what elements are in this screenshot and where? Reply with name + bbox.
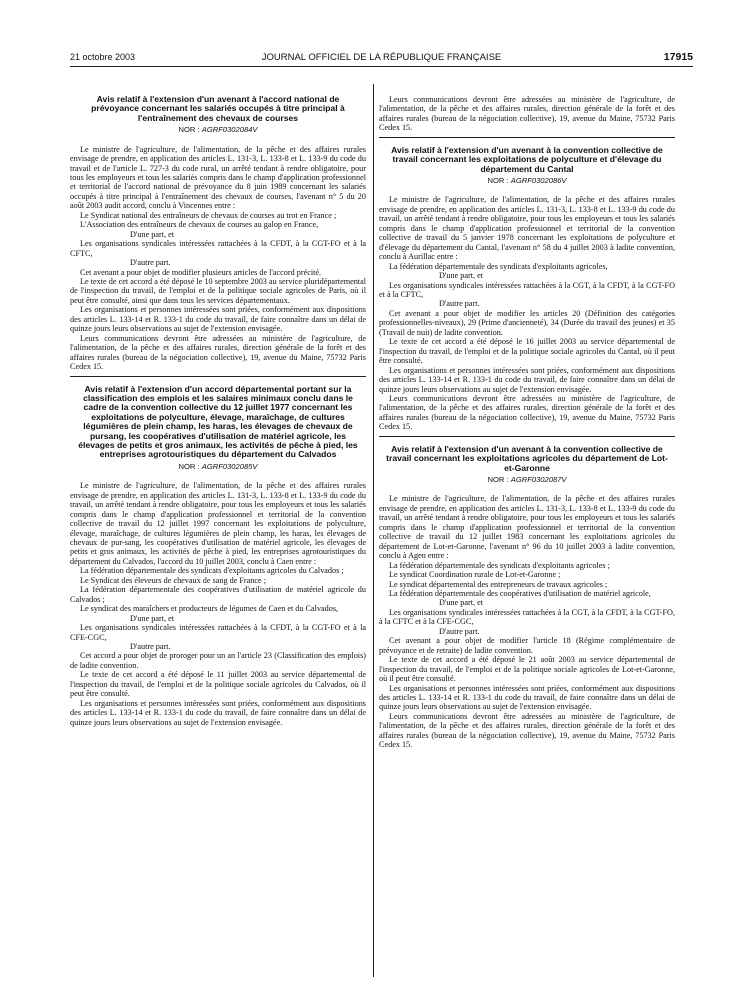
nor-code: AGRF0302085V	[201, 461, 258, 471]
paragraph: Cet avenant a pour objet de modifier l'article 18 (Régime complémentaire de prévoyance et de retraite) de ladite convention.	[379, 636, 675, 655]
paragraph: Le texte de cet accord a été déposé le 10 septembre 2003 au service pluridépartemental de l'inspection du travail, de l'emploi et de la politique sociale agricoles de Paris, où il peut être consulté, ainsi que dans tous les services départementaux.	[70, 277, 366, 305]
paragraph: Cet accord a pour objet de proroger pour un an l'article 23 (Classification des emplois) de ladite convention.	[70, 651, 366, 670]
paragraph: Le syndicat Coordination rurale de Lot-et-Garonne ;	[389, 570, 561, 580]
avis-title: Avis relatif à l'extension d'un avenant à la convention collective de travail concernant les exploitations agricoles du département de Lot-et-Garonne	[386, 443, 668, 473]
left-column	[70, 95, 366, 727]
paragraph: D'autre part.	[130, 258, 171, 268]
paragraph: Cet avenant a pour objet de modifier plusieurs articles de l'accord précité.	[80, 267, 322, 277]
nor-label: NOR :	[178, 125, 200, 135]
page-number: 17915	[663, 51, 693, 63]
paragraph: D'une part, et	[130, 229, 174, 239]
issue-date: 21 octobre 2003	[70, 52, 136, 62]
avis-title: Avis relatif à l'extension d'un accord départemental portant sur la classification des emplois et les salaires minimaux conclu dans le cadre de la convention collective du 12 juillet 1977 concernant les exploitations de polyculture, élevage, maraîchage, de cultures légumières de plein champ, les haras, les élevages de chevaux de pursang, les coopératives d'utilisation de matériel agricole, les élevages de petits et gros animaux, les activités de pêche à pied, les entreprises agrotouristiques du département du Calvados	[78, 383, 358, 460]
paragraph: D'une part, et	[439, 598, 483, 608]
page-header	[70, 50, 693, 67]
paragraph: Le syndicat des maraîchers et producteurs de légumes de Caen et du Calvados,	[80, 604, 339, 614]
avis-title: Avis relatif à l'extension d'un avenant à la convention collective de travail concernant les exploitations de polyculture et d'élevage du département du Cantal	[391, 144, 663, 174]
journal-title: JOURNAL OFFICIEL DE LA RÉPUBLIQUE FRANÇAISE	[261, 52, 502, 63]
paragraph: D'une part, et	[439, 271, 483, 281]
paragraph: Cet avenant a pour objet de modifier les articles 20 (Définition des catégories professionnelles-niveaux), 29 (Prime d'ancienneté), 34 (Durée du travail des jeunes) et 35 (Travail de nuit) de ladite convention.	[379, 308, 675, 337]
paragraph: Leurs communications devront être adressées au ministère de l'agriculture, de l'alimentation, de la pêche et des affaires rurales, direction générale de la forêt et des affaires rurales (bureau de la négociation collective), 19, avenue du Maine, 75732 Paris Cedex 15.	[379, 711, 675, 750]
paragraph: Le Syndicat des éleveurs de chevaux de sang de France ;	[80, 575, 266, 585]
section-divider	[70, 376, 366, 377]
paragraph: Les organisations syndicales intéressées rattachées à la CFDT, à la CGT-FO et à la CFTC,	[70, 239, 366, 258]
nor-code: AGRF0302086V	[510, 176, 567, 186]
paragraph: Le texte de cet accord a été déposé le 11 juillet 2003 au service départemental de l'inspection du travail, de l'emploi et de la politique sociale agricoles du Calvados, où il peut être consulté.	[70, 670, 366, 699]
nor-label: NOR :	[487, 475, 509, 485]
avis-lot-et-garonne	[379, 445, 675, 750]
paragraph: Les organisations et personnes intéressées sont priées, conformément aux dispositions des articles L. 133-14 et R. 133-1 du code du travail, de faire connaître dans un délai de quinze jours leurs observations au sujet de l'extension envisagée.	[70, 305, 366, 334]
paragraph: Les organisations syndicales intéressées rattachées à la CFDT, à la CGT-FO et à la CFE-CGC,	[70, 623, 366, 642]
paragraph: Le ministre de l'agriculture, de l'alimentation, de la pêche et des affaires rurales envisage de prendre, en application des articles L. 131-3, L. 133-8 et L. 133-9 du code du travail, un arrêté tendant à rendre obligatoire, pour tous les employeurs et tous les salariés compris dans le champ d'application professionnel et territorial de la convention collective de travail du 12 juillet 1983 concernant les exploitations agricoles du département de Lot-et-Garonne, l'avenant n° 96 du 10 juillet 2003 à ladite convention, conclu à Agen entre :	[379, 494, 675, 561]
nor-label: NOR :	[487, 176, 509, 186]
paragraph: D'une part, et	[130, 613, 174, 623]
paragraph: La fédération départementale des syndicats d'exploitants agricoles du Calvados ;	[80, 566, 344, 576]
right-column	[379, 95, 675, 750]
paragraph: D'autre part.	[439, 626, 480, 636]
avis-cantal	[379, 146, 675, 432]
paragraph: La fédération départementale des syndicats d'exploitants agricoles,	[389, 261, 608, 271]
paragraph: Le texte de cet accord a été déposé le 16 juillet 2003 au service départemental de l'inspection du travail, de l'emploi et de la politique sociale agricoles du Cantal, où il peut être consulté.	[379, 337, 675, 366]
nor-label: NOR :	[178, 461, 200, 471]
paragraph: D'autre part.	[439, 299, 480, 309]
paragraph: Leurs communications devront être adressées au ministère de l'agriculture, de l'alimentation, de la pêche et des affaires rurales, direction générale de la forêt et des affaires rurales (bureau de la négociation collective), 19, avenue du Maine, 75732 Paris Cedex 15.	[379, 394, 675, 432]
column-divider	[373, 84, 374, 977]
nor-reference	[70, 462, 366, 471]
paragraph: Les organisations et personnes intéressées sont priées, conformément aux dispositions des articles L. 133-14 et R. 133-1 du code du travail, de faire connaître dans un délai de quinze jours leurs observations au sujet de l'extension envisagée.	[379, 683, 675, 712]
paragraph: La fédération départementale des syndicats d'exploitants agricoles ;	[389, 560, 610, 570]
paragraph: D'autre part.	[130, 641, 171, 651]
nor-code: AGRF0302084V	[201, 125, 258, 135]
section-divider	[379, 436, 675, 437]
paragraph: Le syndicat départemental des entrepreneurs de travaux agricoles ;	[389, 579, 608, 589]
nor-reference	[379, 176, 675, 185]
paragraph: Le Syndicat national des entraîneurs de chevaux de courses au trot en France ;	[80, 210, 337, 220]
paragraph: Le texte de cet accord a été déposé le 21 août 2003 au service départemental de l'inspection du travail, de l'emploi et de la politique sociale agricoles de Lot-et-Garonne, où il peut être consulté.	[379, 655, 675, 684]
paragraph: Le ministre de l'agriculture, de l'alimentation, de la pêche et des affaires rurales envisage de prendre, en application des articles L. 131-3, L. 133-8 et L. 133-9 du code du travail et de l'article L. 727-3 du code rural, un arrêté tendant à rendre obligatoire, pour tous les employeurs et tous les salariés compris dans le champ d'application professionnel et territorial de l'accord national de prévoyance du 8 juin 1989 concernant les salariés occupés à titre principal à l'entraînement des chevaux de courses, l'avenant n° 5 du 20 août 2003 audit accord, conclu à Vincennes entre :	[70, 144, 366, 211]
nor-code: AGRF0302087V	[510, 475, 567, 485]
paragraph: Les organisations syndicales intéressées rattachées à la CGT, à la CFDT, à la CGT-FO et à la CFTC,	[379, 280, 675, 300]
paragraph: Le ministre de l'agriculture, de l'alimentation, de la pêche et des affaires rurales envisage de prendre, en application des articles L. 131-3, L. 133-8 et L. 133-9 du code du travail, un arrêté tendant à rendre obligatoire, pour tous les employeurs et tous les salariés compris dans le champ d'application professionnel et territorial de la convention collective de travail du 12 juillet 1997 concernant les exploitations de polyculture, élevage, maraîchage, de cultures légumières de plein champ, les haras, les élevages de chevaux de pur-sang, les coopératives d'utilisation de matériel agricole, les élevages de petits et gros animaux, les activités de pêche à pied, les entreprises agrotouristiques du département du Calvados, l'accord du 10 juillet 2003, conclu à Caen entre :	[70, 481, 366, 566]
nor-reference	[70, 125, 366, 134]
paragraph: Les organisations syndicales intéressées rattachées à la CGT, à la CFDT, à la CGT-FO, à la CFTC et à la CFE-CGC,	[379, 607, 675, 627]
nor-reference	[379, 475, 675, 484]
paragraph: La fédération départementale des coopératives d'utilisation de matériel agricole du Calvados ;	[70, 585, 366, 604]
section-divider	[379, 137, 675, 138]
paragraph: La fédération départementale des coopératives d'utilisation de matériel agricole,	[389, 589, 651, 599]
avis-entrainement-chevaux	[70, 95, 366, 372]
paragraph-continued: Leurs communications devront être adressées au ministère de l'agriculture, de l'alimentation, de la pêche et des affaires rurales, direction générale de la forêt et des affaires rurales (bureau de la négociation collective), 19, avenue du Maine, 75732 Paris Cedex 15.	[379, 95, 675, 133]
paragraph: Leurs communications devront être adressées au ministère de l'agriculture, de l'alimentation, de la pêche et des affaires rurales, direction générale de la forêt et des affaires rurales (bureau de la négociation collective), 19, avenue du Maine, 75732 Paris Cedex 15.	[70, 333, 366, 372]
paragraph: L'Association des entraîneurs de chevaux de courses au galop en France,	[80, 220, 319, 230]
paragraph: Le ministre de l'agriculture, de l'alimentation, de la pêche et des affaires rurales envisage de prendre, en application des articles L. 131-3, L. 133-8 et L. 133-9 du code du travail, un arrêté tendant à rendre obligatoire, pour tous les employeurs et tous les salariés compris dans le champ d'application professionnel et territorial de la convention collective de travail du 5 janvier 1978 concernant les exploitations de polyculture et d'élevage du département du Cantal, l'avenant n° 58 du 4 juillet 2003 à ladite convention, conclu à Aurillac entre :	[379, 195, 675, 262]
avis-title: Avis relatif à l'extension d'un avenant à l'accord national de prévoyance concernant les salariés occupés à titre principal à l'entraînement des chevaux de courses	[91, 94, 345, 123]
paragraph: Les organisations et personnes intéressées sont priées, conformément aux dispositions des articles L. 133-14 et R. 133-1 du code du travail, de faire connaître dans un délai de quinze jours leurs observations au sujet de l'extension envisagée.	[379, 365, 675, 394]
avis-calvados	[70, 385, 366, 727]
paragraph: Les organisations et personnes intéressées sont priées, conformément aux dispositions des articles L. 133-14 et R. 133-1 du code du travail, de faire connaître dans un délai de quinze jours leurs observations au sujet de l'extension envisagée.	[70, 698, 366, 727]
